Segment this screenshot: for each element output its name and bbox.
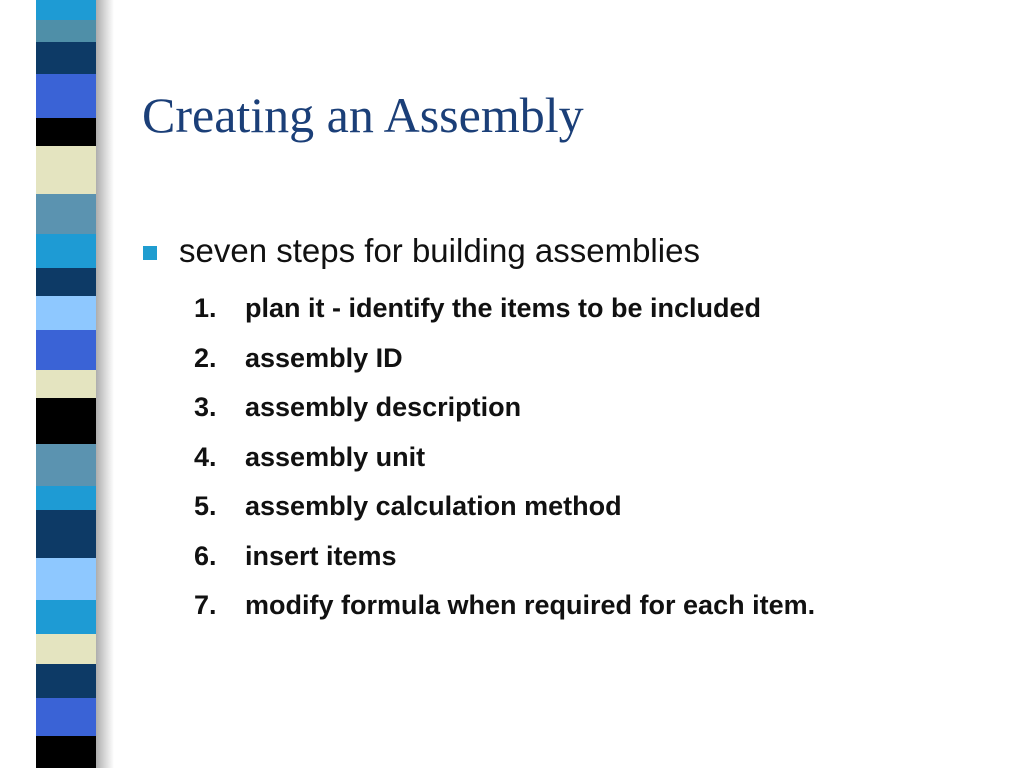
step-number: 1. [194,293,217,324]
step-item [194,532,815,582]
stripe-segment [36,486,96,510]
stripe-segment [36,234,96,268]
step-number: 6. [194,540,217,571]
stripe-segment [36,398,96,444]
step-text: plan it - identify the items to be included [245,293,762,324]
stripe-segment [36,118,96,146]
step-number: 3. [194,392,217,423]
step-text: assembly description [245,392,522,423]
step-number: 2. [194,342,217,373]
decorative-stripe [36,0,96,768]
stripe-segment [36,20,96,42]
bullet-text: seven steps for building assemblies [179,232,700,269]
stripe-segment [36,146,96,194]
slide-title: Creating an Assembly [142,87,584,143]
stripe-segment [36,664,96,698]
stripe-segment [36,74,96,118]
stripe-segment [36,510,96,558]
stripe-segment [36,42,96,74]
step-item [194,284,815,334]
stripe-segment [36,444,96,486]
step-text: assembly calculation method [245,491,622,522]
step-text: assembly unit [245,441,426,472]
step-item [194,482,815,532]
stripe-segment [36,736,96,768]
step-number: 4. [194,441,217,472]
step-text: modify formula when required for each item. [245,590,816,621]
step-item [194,433,815,483]
stripe-segment [36,194,96,234]
stripe-segment [36,268,96,296]
step-text: insert items [245,540,397,571]
stripe-segment [36,330,96,370]
stripe-segment [36,634,96,664]
stripe-segment [36,370,96,398]
step-item [194,581,815,631]
step-item [194,334,815,384]
bullet-square-icon [143,246,157,260]
step-number: 5. [194,491,217,522]
stripe-segment [36,558,96,600]
step-number: 7. [194,590,217,621]
stripe-segment [36,600,96,634]
step-item [194,383,815,433]
bullet-item [143,232,700,270]
step-text: assembly ID [245,342,403,373]
stripe-segment [36,296,96,330]
stripe-segment [36,698,96,736]
stripe-segment [36,0,96,20]
steps-list [194,284,815,631]
